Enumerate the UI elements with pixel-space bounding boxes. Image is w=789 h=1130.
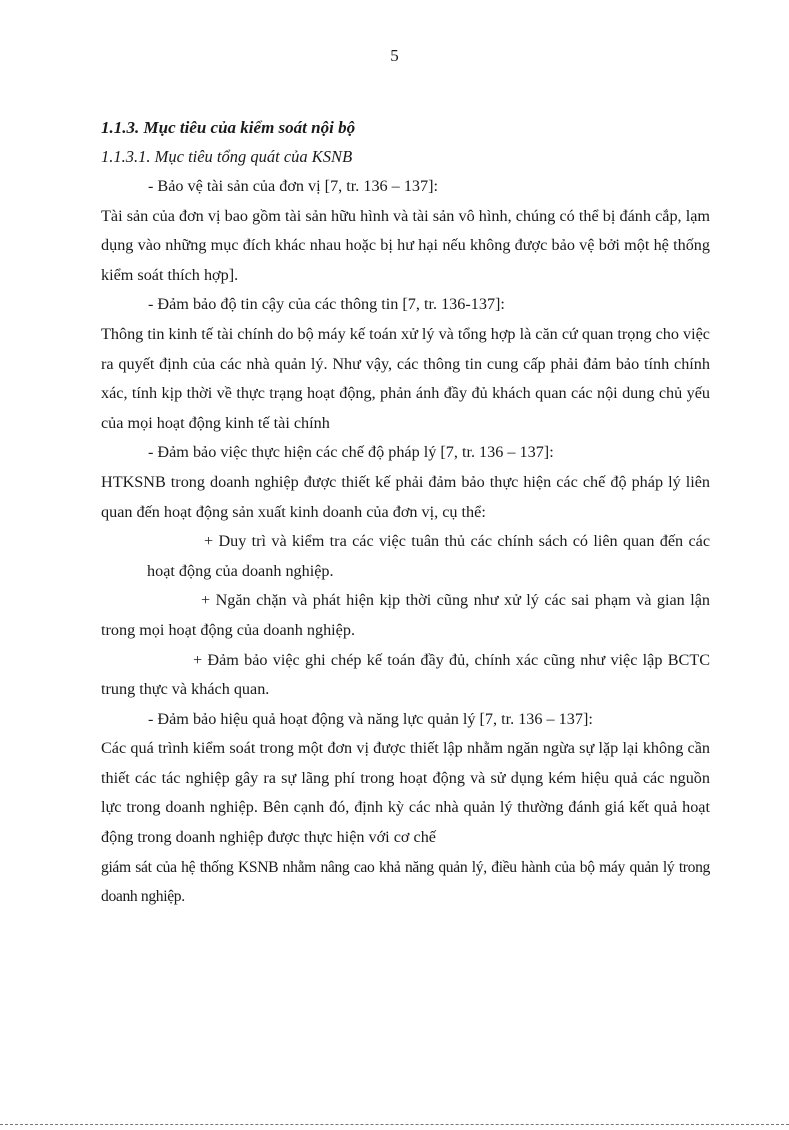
sub-item: + Đảm bảo việc ghi chép kế toán đầy đủ, chính xác cũng như việc lập BCTC trung thực và khách quan. xyxy=(101,650,710,699)
page-edge-divider xyxy=(0,1124,789,1125)
paragraph: Thông tin kinh tế tài chính do bộ máy kế toán xử lý và tổng hợp là căn cứ quan trọng cho việc ra quyết định của các nhà quản lý. Như vậy, các thông tin cung cấp phải đảm bảo tính chính xác, tính kịp thời về thực trạng hoạt động, phản ánh đầy đủ khách quan các nội dung chủ yếu của mọi hoạt động kinh tế tài chính xyxy=(101,324,710,432)
paragraph-tail: giám sát của hệ thống KSNB nhằm nâng cao khả năng quản lý, điều hành của bộ máy quản lý trong doanh nghiệp. xyxy=(101,858,710,906)
sub-item: + Ngăn chặn và phát hiện kịp thời cũng như xử lý các sai phạm và gian lận trong mọi hoạt động của doanh nghiệp. xyxy=(101,591,710,639)
paragraph: Các quá trình kiểm soát trong một đơn vị được thiết lập nhằm ngăn ngừa sự lặp lại không cần thiết các tác nghiệp gây ra sự lãng phí trong hoạt động và sử dụng kém hiệu quả các nguồn lực trong doanh nghiệp. Bên cạnh đó, định kỳ các nhà quản lý thường đánh giá kết quả hoạt động trong doanh nghiệp được thực hiện với cơ chế xyxy=(101,739,710,847)
subsection-heading: 1.1.3.1. Mục tiêu tổng quát của KSNB xyxy=(101,147,353,166)
page-number: 5 xyxy=(390,46,399,65)
sub-item: + Duy trì và kiểm tra các việc tuân thủ các chính sách có liên quan đến các hoạt động của doanh nghiệp. xyxy=(147,532,710,580)
document-body xyxy=(101,114,710,912)
paragraph: Tài sản của đơn vị bao gồm tài sản hữu hình và tài sản vô hình, chúng có thể bị đánh cắp, lạm dụng vào những mục đích khác nhau hoặc bị hư hại nếu không được bảo vệ bởi một hệ thống kiểm soát thích hợp]. xyxy=(101,206,710,284)
objective-bullet: - Bảo vệ tài sản của đơn vị [7, tr. 136 – 137]: xyxy=(148,177,438,195)
objective-bullet: - Đảm bảo việc thực hiện các chế độ pháp lý [7, tr. 136 – 137]: xyxy=(148,443,554,462)
objective-bullet: - Đảm bảo hiệu quả hoạt động và năng lực quản lý [7, tr. 136 – 137]: xyxy=(148,709,593,728)
section-heading: 1.1.3. Mục tiêu của kiểm soát nội bộ xyxy=(101,118,356,137)
paragraph: HTKSNB trong doanh nghiệp được thiết kế phải đảm bảo thực hiện các chế độ pháp lý liên quan đến hoạt động sản xuất kinh doanh của đơn vị, cụ thể: xyxy=(101,472,710,521)
objective-bullet: - Đảm bảo độ tin cậy của các thông tin [7, tr. 136-137]: xyxy=(148,295,505,314)
